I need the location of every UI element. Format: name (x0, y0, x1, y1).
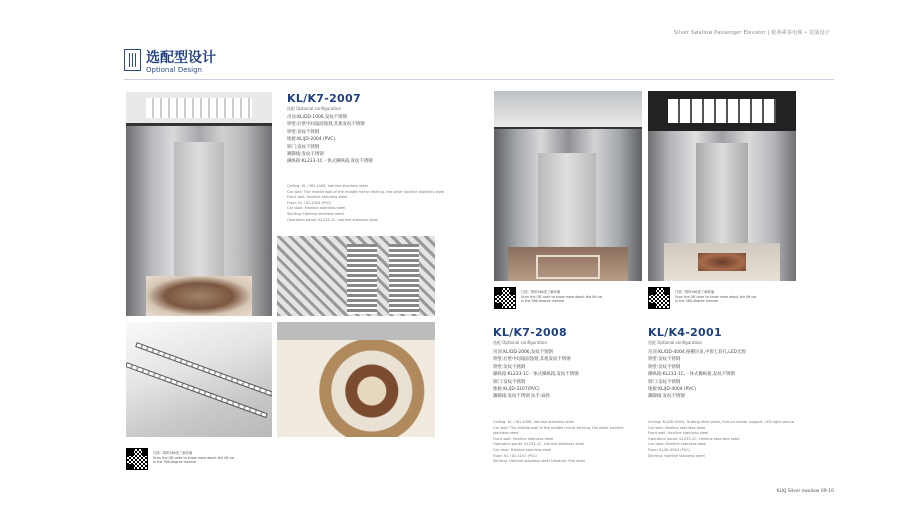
qr-caption: 扫描二维码360度了解轿厢 Scan the QR code to know more about the lift car in the 360-degree manner (521, 290, 603, 304)
model-k7-2007: KL/K7-2007 (287, 92, 361, 105)
wall-pattern-detail-photo (277, 236, 435, 316)
model-k4-2001: KL/K4-2001 (648, 326, 722, 339)
header-divider (124, 79, 834, 80)
spec-list-en: Ceiling: KL/DD-4004, Grating steel plate, fold-on center support, LED light source Car wall: Hairline stainless steel Front wall: Hairline stainless steel Operation panel: KL233-1C, Hairline stainless steel Car door: Hairline stainless steel Floor: KL/JD-4004 (PVC) Skirting: Hairline stainless steel (648, 420, 794, 458)
qr-caption: 扫描二维码360度了解轿厢 Scan the QR code to know more about the lift car in the 360-degree manner (153, 451, 235, 465)
spec-list-cn: 吊顶:KL/DD-4004,格栅吊顶,中嵌七彩孔,LED光源 轿壁:发纹不锈钢 轿壁:发纹不锈钢 操纵箱:KL233-1C,一体式操纵箱,发纹不锈钢 轿门:发纹不锈钢 地板:KL/JD-4004 (PVC) 踢脚线:发纹不锈钢 (648, 350, 746, 400)
ceiling-detail-photo (126, 322, 272, 437)
model-subtitle: 选配 Optional configuration (493, 340, 547, 345)
qr-code-k7-2007[interactable] (126, 448, 148, 470)
section-title-cn: 选配型设计 (146, 50, 216, 66)
model-k7-2008: KL/K7-2008 (493, 326, 567, 339)
cabin-photo-k7-2008 (494, 91, 642, 281)
qr-code-k4-2001[interactable] (648, 287, 670, 309)
cabin-photo-k7-2007 (126, 92, 272, 316)
page-footer: KLKJ Silver swallow 09-10 (776, 489, 834, 494)
spec-list-en: Ceiling: KL / DD-1006, hairline stainless steel Car wall: The middle wall of the middle mirror etching, the other hairline stainless steel Front wall: Hairline stainless steel Floor: KL / JD-2004 (PVC) Car door: Hairline stainless steel Skirting: Hairline stainless steel Operation panel: KL233-1C, hairline stainless steel (287, 184, 445, 222)
qr-code-k7-2008[interactable] (494, 287, 516, 309)
spec-list-cn: 吊顶:KL/DD-1006,发纹不锈钢 轿壁:后壁中间镜面蚀刻,其他发纹不锈钢 轿壁:发纹不锈钢 地板:KL/JD-2004 (PVC) 轿门:发纹不锈钢 踢脚线:发纹不锈钢 操纵箱:KL233-1C一体式操纵箱,发纹不锈钢 (287, 115, 373, 165)
floor-detail-photo (277, 322, 435, 437)
cabin-photo-k4-2001 (648, 91, 796, 281)
elevator-door-icon (124, 49, 141, 71)
model-subtitle: 选配 Optional configuration (648, 340, 702, 345)
brand-line: Silver Swallow Passenger Elevator | 银燕乘客电梯 • 装潢设计 (673, 30, 830, 36)
spec-list-cn: 吊顶:KL/DD-2006,发纹不锈钢 轿壁:后壁中间镜面蚀刻,其他发纹不锈钢 轿壁:发纹不锈钢 操纵箱:KL233-1C一体式操纵箱,发纹不锈钢 轿门:发纹不锈钢 地板:KL/JD-3107(PVC) 踢脚线:发纹不锈钢 扶手:扁铁 (493, 350, 579, 400)
qr-caption: 扫描二维码360度了解轿厢 Scan the QR code to know more about the lift car in the 360-degree manner (675, 290, 757, 304)
section-title-en: Optional Design (146, 66, 202, 74)
model-subtitle: 选配 Optional configuration (287, 106, 341, 111)
spec-list-en: Ceiling: KL / DD-2006, hairline stainless steel Car wall: The middle wall of the middle mirror etching, the other hairline stainless steel Front wall: Hairline stainless steel Operation panel: KL233-1C, hairline stainless steel Car door: Hairline stainless steel Floor: KL / JD-3107 (PVC) Skirting: Hairline stainless steel Handrail: Flat steel (493, 420, 624, 464)
